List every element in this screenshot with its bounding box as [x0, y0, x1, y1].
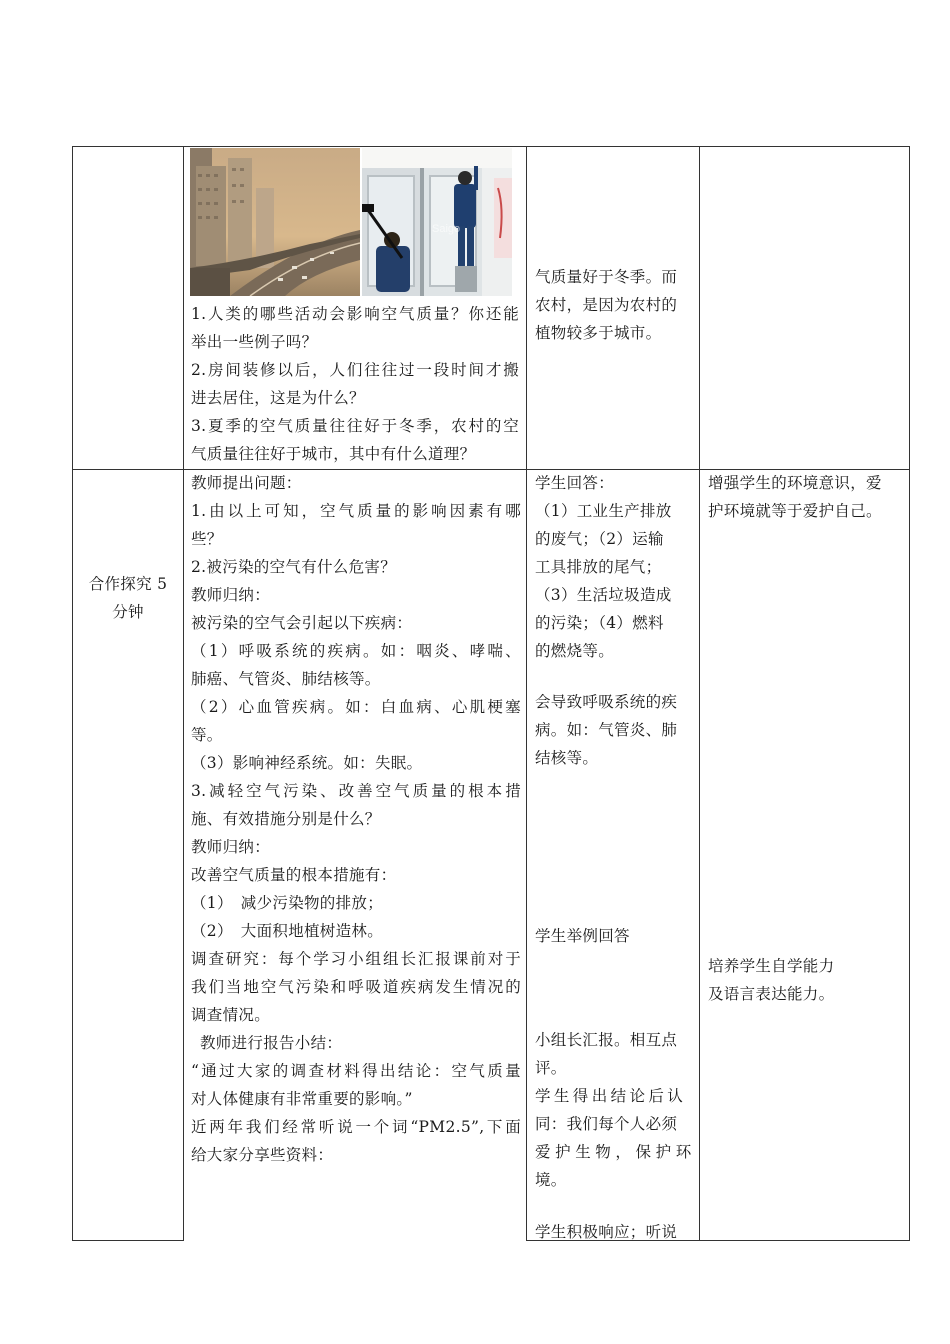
smog-city-photo — [190, 148, 360, 296]
row2-student-answer-b — [535, 688, 695, 772]
student-line: 学生积极响应；听说 — [535, 1223, 678, 1241]
question-line: 气质量往往好于城市，其中有什么道理？ — [191, 445, 476, 463]
col-border-5 — [909, 146, 910, 1241]
teacher-line: （2） 大面积地植树造林。 — [191, 922, 384, 940]
student-line: 学生回答： — [535, 474, 615, 492]
teacher-line: 对人体健康有非常重要的影响。” — [191, 1090, 413, 1108]
student-line: 工具排放的尾气； — [535, 558, 662, 576]
row2-student-answer-a — [535, 469, 695, 665]
row1-student-response — [535, 263, 695, 347]
student-line: 病。如：气管炎、肺 — [535, 721, 678, 739]
intent-line: 增强学生的环境意识，爱 — [708, 474, 882, 492]
teacher-line: 施、有效措施分别是什么？ — [191, 810, 381, 828]
student-line: 小组长汇报。相互点 — [535, 1031, 678, 1049]
teacher-line: 等。 — [191, 726, 223, 744]
question-line: 举出一些例子吗？ — [191, 333, 318, 351]
teacher-line: 给大家分享些资料： — [191, 1146, 334, 1164]
teacher-line: 些？ — [191, 530, 223, 548]
teacher-line: 调查研究：每个学习小组组长汇报课前对于 — [191, 950, 521, 968]
student-line: 境。 — [535, 1171, 567, 1189]
stage-label — [74, 570, 182, 626]
stage-label-line1: 合作探究 5 — [88, 575, 168, 593]
row2-teacher-activity — [191, 469, 521, 1169]
student-line: 同：我们每个人必须 — [535, 1115, 678, 1133]
student-line: 学生得出结论后认 — [535, 1087, 687, 1105]
question-line: 1.人类的哪些活动会影响空气质量？你还能 — [191, 305, 519, 323]
teacher-line: 改善空气质量的根本措施有： — [191, 866, 397, 884]
row2-student-answer-d — [535, 1026, 695, 1194]
student-line: 农村，是因为农村的 — [535, 296, 678, 314]
col-border-4 — [699, 146, 700, 1241]
student-line: 植物较多于城市。 — [535, 324, 662, 342]
teacher-line: 2.被污染的空气有什么危害？ — [191, 558, 396, 576]
teacher-line: 调查情况。 — [191, 1006, 271, 1024]
student-line: 学生举例回答 — [535, 927, 630, 945]
painter-renovation-photo — [362, 148, 512, 296]
row2-student-answer-e — [535, 1218, 695, 1246]
question-line: 3.夏季的空气质量往往好于冬季，农村的空 — [191, 417, 519, 435]
teacher-line: 教师归纳： — [191, 586, 271, 604]
student-line: 气质量好于冬季。而 — [535, 268, 678, 286]
student-line: （1）工业生产排放 — [535, 502, 672, 520]
teacher-line: 教师归纳： — [191, 838, 271, 856]
student-line: 的燃烧等。 — [535, 642, 615, 660]
teacher-line: （2）心血管疾病。如：白血病、心肌梗塞 — [191, 698, 521, 716]
teacher-line: 教师进行报告小结： — [200, 1034, 343, 1052]
teacher-line: 教师提出问题： — [191, 474, 302, 492]
question-line: 进去居住，这是为什么？ — [191, 389, 365, 407]
row2-student-answer-c — [535, 922, 695, 950]
teacher-line: （1）呼吸系统的疾病。如：咽炎、哮喘、 — [191, 642, 521, 660]
student-line: （3）生活垃圾造成 — [535, 586, 672, 604]
watermark-text: Saigo — [432, 223, 461, 235]
teacher-line: （3）影响神经系统。如：失眠。 — [191, 754, 423, 772]
teacher-line: 我们当地空气污染和呼吸道疾病发生情况的 — [191, 978, 521, 996]
teacher-line: 被污染的空气会引起以下疾病： — [191, 614, 413, 632]
teacher-line: 肺癌、气管炎、肺结核等。 — [191, 670, 381, 688]
teacher-line: 近两年我们经常听说一个词“PM2.5”,下面 — [191, 1118, 521, 1136]
row2-intent-a — [708, 469, 903, 525]
col-border-3 — [526, 146, 527, 1241]
stage-label-line2: 分钟 — [112, 603, 144, 621]
intent-line: 护环境就等于爱护自己。 — [708, 502, 882, 520]
question-line: 2.房间装修以后，人们往往过一段时间才搬 — [191, 361, 519, 379]
teacher-line: 1.由以上可知，空气质量的影响因素有哪 — [191, 502, 521, 520]
table-top-border — [72, 146, 910, 147]
teacher-line: （1） 减少污染物的排放； — [191, 894, 384, 912]
teacher-line: “通过大家的调查材料得出结论：空气质量 — [191, 1062, 521, 1080]
student-line: 会导致呼吸系统的疾 — [535, 693, 678, 711]
student-line: 结核等。 — [535, 749, 599, 767]
teacher-line: 3.减轻空气污染、改善空气质量的根本措 — [191, 782, 521, 800]
intent-line: 及语言表达能力。 — [708, 985, 835, 1003]
student-line: 的污染；（4）燃料 — [535, 614, 664, 632]
col-border-1 — [72, 146, 73, 1241]
student-line: 评。 — [535, 1059, 567, 1077]
student-line: 爱护生物，保护环 — [535, 1143, 696, 1161]
row2-intent-b — [708, 952, 903, 1008]
col-border-2 — [183, 146, 184, 1241]
student-line: 的废气；（2）运输 — [535, 530, 664, 548]
row1-questions — [191, 300, 519, 468]
table-bottom-border-left — [72, 1240, 183, 1241]
intent-line: 培养学生自学能力 — [708, 957, 835, 975]
